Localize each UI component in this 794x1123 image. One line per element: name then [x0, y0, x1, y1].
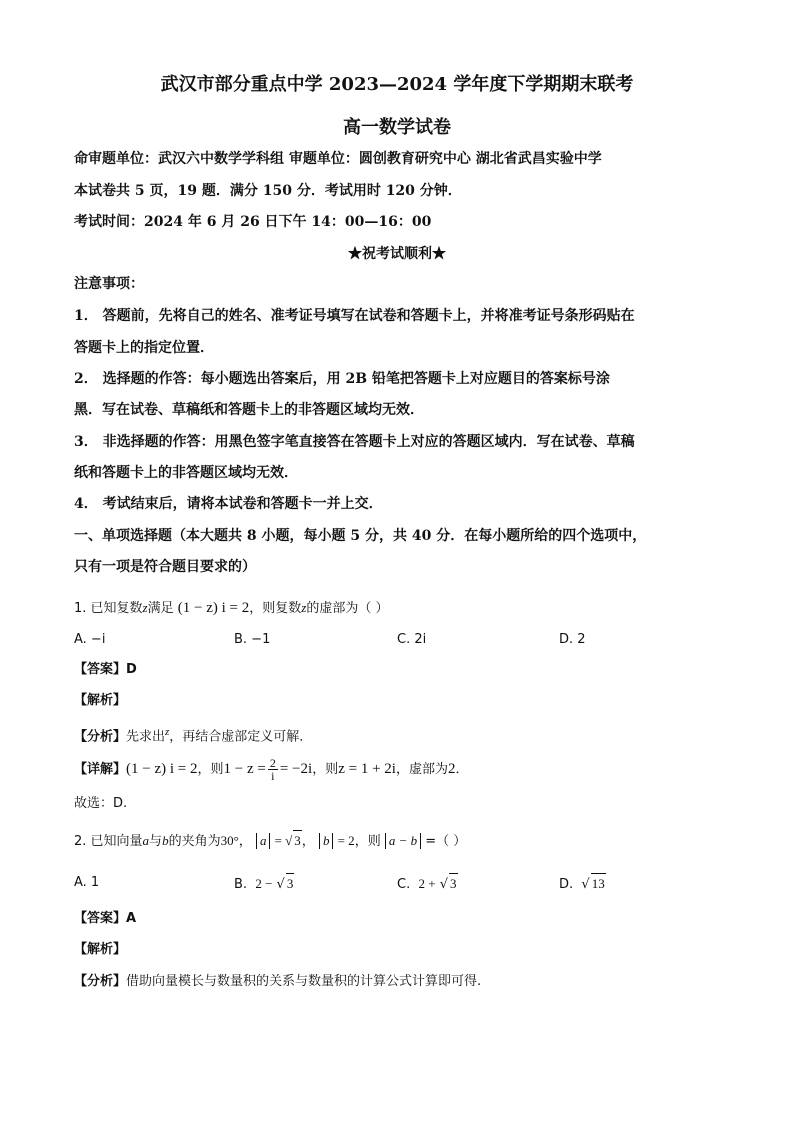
- q1-fenxi-end: ，再结合虚部定义可解．: [169, 729, 313, 745]
- q1-option-d: D. 2: [559, 632, 586, 647]
- note-3a: 3． 非选择题的作答：用黑色签字笔直接答在答题卡上对应的答题区域内．写在试卷、草稿: [74, 434, 635, 450]
- q1-var-z: z: [142, 600, 148, 615]
- q2-option-c-pre: 2 +: [418, 876, 436, 891]
- q2-angle: 30°: [220, 833, 239, 848]
- q2-option-b-pre: 2 −: [255, 876, 273, 891]
- q2-option-b: B. 2 − √ 3: [234, 873, 294, 895]
- q1-detail-end: ．: [455, 762, 469, 777]
- q1-detail-eq2a: 1 − z =: [223, 761, 266, 777]
- q2-comma-1: ，: [238, 834, 252, 849]
- q1-frac-den: i: [271, 769, 275, 783]
- q2-abs-a-minus-b: a − b: [385, 833, 421, 849]
- q1-frac-num: 2: [269, 756, 276, 770]
- section1-line1: 一、单项选择题（本大题共 8 小题，每小题 5 分，共 40 分．在每小题所给的四个选项中，: [74, 528, 647, 544]
- q2-stem: [74, 830, 466, 852]
- exam-subtitle: 高一数学试卷: [343, 117, 451, 138]
- notes-heading: 注意事项：: [74, 276, 144, 292]
- q1-answer: 【答案】D: [74, 662, 137, 677]
- q2-eq-b: = 2: [337, 833, 355, 848]
- q1-fenxi: [74, 722, 312, 747]
- q1-analysis-label: 【解析】: [74, 693, 127, 708]
- q2-eq-a-rad: 3: [293, 830, 302, 851]
- q2-option-c-rad: 3: [449, 873, 458, 894]
- q1-fenxi-tag: 【分析】: [74, 729, 127, 745]
- q1-var-z-2: z: [301, 600, 307, 615]
- q2-option-a: A. 1: [74, 875, 100, 890]
- q2-vec-b: b: [162, 833, 169, 848]
- q1-detail-t3: ，虚部为: [395, 762, 448, 777]
- q1-stem-post: ，则复数: [249, 601, 302, 616]
- q2-stem-pre: 2. 已知向量: [74, 834, 143, 849]
- note-1b: 答题卡上的指定位置．: [74, 340, 214, 356]
- q2-answer: 【答案】A: [74, 911, 137, 926]
- q1-detail-eq2b: = −2i: [279, 761, 313, 777]
- q2-vec-a: a: [142, 833, 150, 848]
- note-3b: 纸和答题卡上的非答题区域均无效．: [74, 465, 298, 481]
- q1-detail: [74, 757, 468, 782]
- q1-conclusion: 故选：D.: [74, 796, 128, 811]
- q2-yu: 与: [149, 834, 163, 849]
- q1-detail-t1: ，则: [197, 762, 224, 777]
- time-line: 考试时间：2024 年 6 月 26 日下午 14：00—16：00: [74, 214, 432, 230]
- q1-detail-tag: 【详解】: [74, 762, 127, 777]
- q1-detail-t2: ，则: [312, 762, 339, 777]
- q1-stem-pre: 1. 已知复数: [74, 601, 143, 616]
- q2-stem-end: =（ ）: [425, 834, 467, 849]
- q1-fraction: [268, 757, 278, 782]
- q1-fenxi-text: 先求出: [126, 729, 166, 745]
- q2-option-c: C. 2 + √ 3: [397, 873, 458, 895]
- q2-analysis-label: 【解析】: [74, 942, 127, 957]
- q2-option-b-rad: 3: [286, 873, 295, 894]
- q1-detail-val: 2: [447, 761, 456, 777]
- q2-option-d-rad: 13: [591, 873, 606, 894]
- q1-option-a: A. −i: [74, 632, 106, 647]
- summary-line: 本试卷共 5 页，19 题．满分 150 分．考试用时 120 分钟．: [74, 183, 462, 199]
- q2-fenxi: [74, 972, 481, 992]
- q2-fenxi-tag: 【分析】: [74, 974, 127, 989]
- q1-detail-eq1: (1 − z) i = 2: [126, 761, 198, 777]
- q1-option-b: B. −1: [234, 632, 271, 647]
- exam-title: 武汉市部分重点中学 2023—2024 学年度下学期期末联考: [160, 74, 634, 95]
- note-2a: 2． 选择题的作答：每小题选出答案后，用 2B 铅笔把答题卡上对应题目的答案标号涂: [74, 371, 610, 387]
- q1-detail-eq3: z = 1 + 2i: [338, 761, 396, 777]
- section1-line2: 只有一项是符合题目要求的）: [74, 559, 256, 575]
- q2-option-d: D. √ 13: [559, 873, 606, 895]
- note-4: 4． 考试结束后，请将本试卷和答题卡一并上交．: [74, 496, 383, 512]
- q2-ze: ，则: [354, 834, 381, 849]
- q1-equation: (1 − z) i = 2: [177, 600, 250, 616]
- q2-abs-b: b: [319, 833, 334, 849]
- q2-fenxi-text: 借助向量模长与数量积的关系与数量积的计算公式计算即可得.: [126, 974, 482, 989]
- q1-stem-end: 的虚部为（ ）: [306, 601, 389, 616]
- q1-stem: [74, 598, 388, 619]
- q1-stem-mid: 满足: [147, 601, 174, 616]
- q2-eq-a: = √ 3: [275, 833, 302, 848]
- note-2b: 黑．写在试卷、草稿纸和答题卡上的非答题区域均无效．: [74, 402, 424, 418]
- q2-comma-2: ，: [301, 834, 315, 849]
- q1-option-c: C. 2i: [397, 632, 427, 647]
- note-1a: 1． 答题前，先将自己的姓名、准考证号填写在试卷和答题卡上，并将准考证号条形码贴在: [74, 308, 635, 324]
- setters-line: 命审题单位：武汉六中数学学科组 审题单位：圆创教育研究中心 湖北省武昌实验中学: [74, 151, 602, 167]
- q2-abs-a: a: [256, 833, 271, 849]
- wish-line: ★祝考试顺利★: [348, 246, 446, 262]
- q1-fenxi-z: z: [165, 726, 170, 738]
- q2-stem-mid: 的夹角为: [168, 834, 221, 849]
